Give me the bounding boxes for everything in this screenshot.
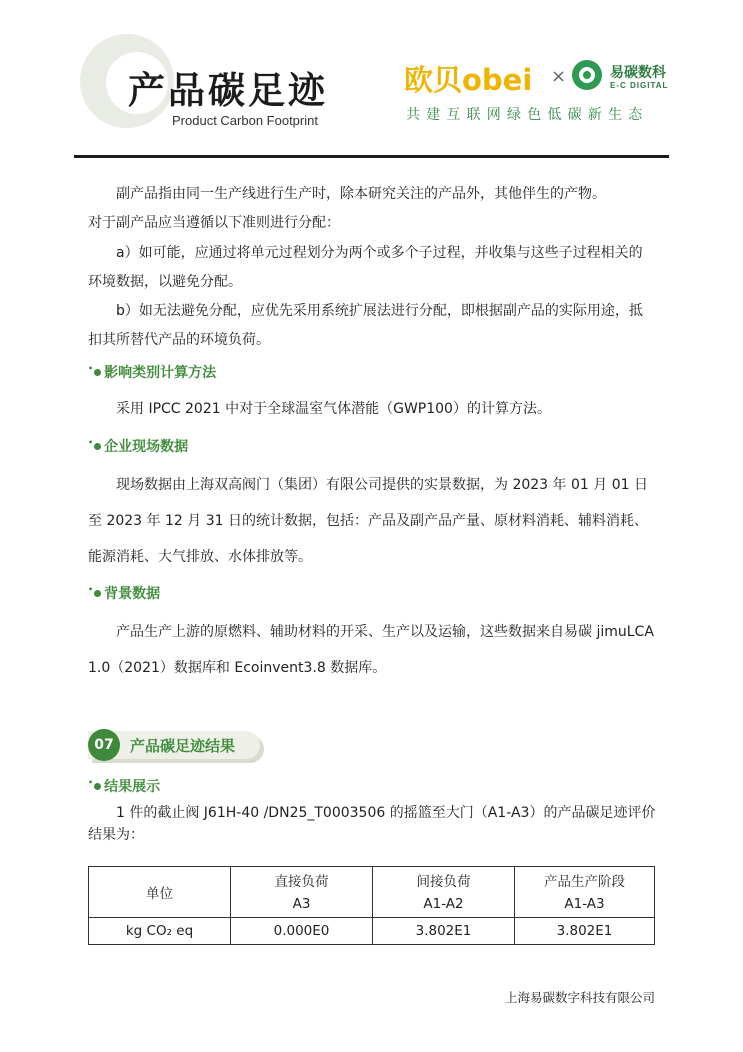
- background-data-text: 产品生产上游的原燃料、辅助材料的开采、生产以及运输，这些数据来自易碳 jimuLCA 1.0（2021）数据库和 Ecoinvent3.8 数据库。: [88, 624, 654, 676]
- table-header-indirect: [373, 867, 515, 918]
- table-header-indirect-label: 间接负荷: [416, 874, 471, 890]
- table-cell-total: 3.802E1: [515, 918, 655, 945]
- section-heading-site: • 企业现场数据: [88, 438, 189, 455]
- table-header-total: [515, 867, 655, 918]
- chapter-number: 07: [88, 729, 120, 761]
- header-divider: [74, 155, 669, 158]
- table-header-direct: [231, 867, 373, 918]
- section-heading-results: • 结果展示: [88, 778, 161, 795]
- table-header-unit: 单位: [89, 867, 231, 918]
- allocation-rule-a: a）如可能，应通过将单元过程划分为两个或多个子过程，并收集与这些子过程相关的环境数据，以避免分配。: [88, 245, 643, 290]
- table-header-direct-stage: A3: [292, 896, 311, 912]
- table-header-total-label: 产品生产阶段: [544, 874, 625, 890]
- table-cell-indirect: 3.802E1: [373, 918, 515, 945]
- chapter-title: 产品碳足迹结果: [130, 737, 236, 755]
- impact-method-text: 采用 IPCC 2021 中对于全球温室气体潜能（GWP100）的计算方法。: [116, 401, 551, 417]
- byproduct-intro-2: 对于副产品应当遵循以下准则进行分配：: [88, 215, 340, 231]
- page-title: 产品碳足迹: [128, 69, 328, 112]
- site-data-text: 现场数据由上海双高阀门（集团）有限公司提供的实景数据，为 2023 年 01 月 01 日至 2023 年 12 月 31 日的统计数据，包括：产品及副产品产量、原材料消耗、辅料消耗、能源消耗、大气排放、水体排放等。: [88, 477, 648, 565]
- table-row: [89, 918, 655, 945]
- header-slogan: 共建互联网绿色低碳新生态: [406, 107, 649, 123]
- page-footer-company: 上海易碳数字科技有限公司: [504, 990, 655, 1005]
- obei-logo: 欧贝obei: [404, 63, 533, 97]
- logo-separator: ×: [551, 66, 567, 87]
- ec-digital-logo-sub: E-C DIGITAL: [610, 81, 669, 90]
- allocation-rule-b: b）如无法避免分配，应优先采用系统扩展法进行分配，即根据副产品的实际用途，抵扣其所替代产品的环境负荷。: [88, 303, 643, 348]
- table-cell-unit: kg CO₂ eq: [89, 918, 231, 945]
- byproduct-intro-1: 副产品指由同一生产线进行生产时，除本研究关注的产品外，其他伴生的产物。: [116, 186, 606, 202]
- result-intro-text: 1 件的截止阀 J61H-40 /DN25_T0003506 的摇篮至大门（A1-A3）的产品碳足迹评价结果为：: [88, 805, 656, 843]
- page-subtitle: Product Carbon Footprint: [172, 113, 318, 128]
- table-header-total-stage: A1-A3: [564, 896, 605, 912]
- ec-digital-logo-name: 易碳数科: [610, 65, 666, 81]
- table-header-indirect-stage: A1-A2: [423, 896, 464, 912]
- ec-digital-logo-dot: [583, 71, 591, 79]
- section-heading-impact: • 影响类别计算方法: [88, 364, 217, 381]
- table-cell-direct: 0.000E0: [231, 918, 373, 945]
- section-heading-background: • 背景数据: [88, 585, 161, 602]
- table-header-direct-label: 直接负荷: [274, 874, 329, 890]
- result-table: [88, 866, 655, 945]
